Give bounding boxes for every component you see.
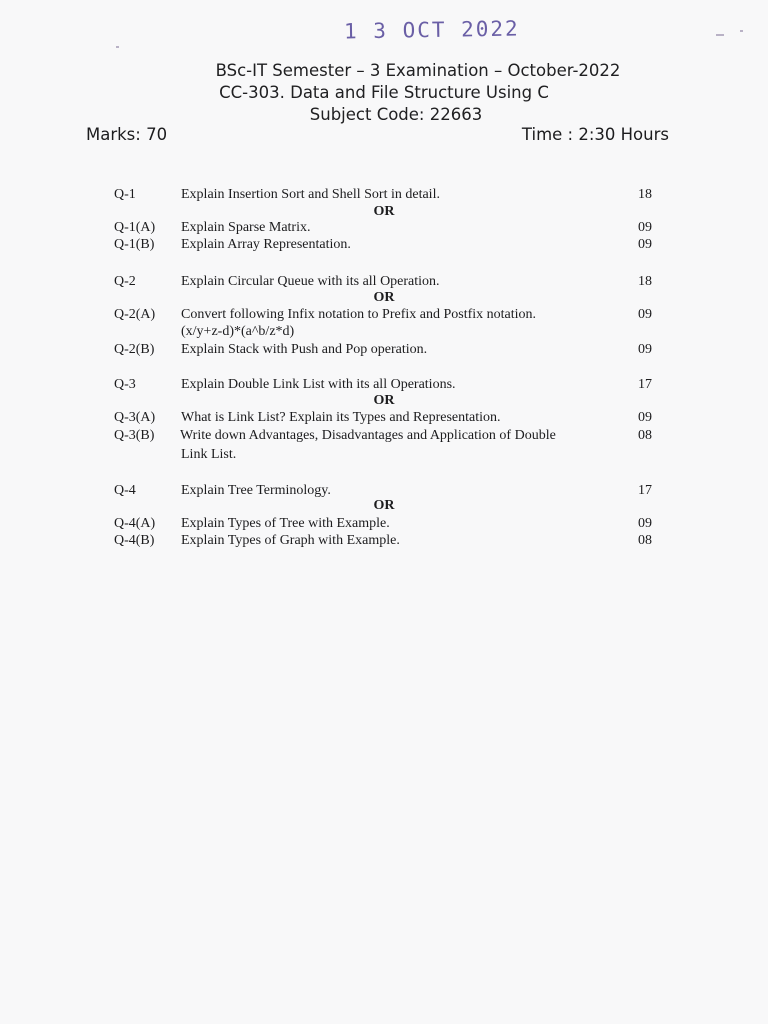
exam-time: Time : 2:30 Hours bbox=[521, 125, 669, 144]
question-row-continuation bbox=[0, 446, 768, 464]
or-separator: OR bbox=[373, 393, 395, 408]
question-row bbox=[0, 219, 768, 237]
question-row bbox=[0, 236, 768, 254]
question-row bbox=[0, 306, 768, 324]
question-text-expression: (x/y+z-d)*(a^b/z*d) bbox=[181, 324, 295, 339]
question-marks: 09 bbox=[638, 220, 652, 235]
question-text: Explain Types of Graph with Example. bbox=[181, 533, 400, 548]
subject-code: Subject Code: 22663 bbox=[309, 105, 483, 124]
question-number: Q-4 bbox=[114, 483, 136, 498]
date-stamp: 1 3 OCT 2022 bbox=[343, 16, 520, 44]
course-title: CC-303. Data and File Structure Using C bbox=[219, 83, 549, 102]
question-number: Q-2(A) bbox=[114, 307, 156, 322]
question-text: Explain Sparse Matrix. bbox=[181, 220, 311, 235]
question-number: Q-3(A) bbox=[114, 410, 156, 425]
question-number: Q-2(B) bbox=[114, 342, 155, 357]
question-text: What is Link List? Explain its Types and Representation. bbox=[181, 410, 501, 425]
question-marks: 09 bbox=[638, 237, 652, 252]
question-text-continued: Link List. bbox=[181, 447, 237, 462]
question-number: Q-4(B) bbox=[114, 533, 155, 548]
question-text: Explain Array Representation. bbox=[181, 237, 351, 252]
question-marks: 17 bbox=[638, 483, 652, 498]
question-row bbox=[0, 409, 768, 427]
scan-speck bbox=[740, 30, 743, 32]
or-separator: OR bbox=[373, 204, 395, 219]
question-text: Write down Advantages, Disadvantages and Application of Double bbox=[180, 428, 556, 443]
question-marks: 18 bbox=[638, 187, 652, 202]
question-number: Q-4(A) bbox=[114, 516, 156, 531]
question-number: Q-3 bbox=[114, 377, 136, 392]
question-text: Convert following Infix notation to Prefix and Postfix notation. bbox=[181, 307, 537, 322]
question-row bbox=[0, 341, 768, 359]
scan-speck bbox=[116, 46, 119, 48]
question-text: Explain Double Link List with its all Operations. bbox=[181, 377, 456, 392]
question-text: Explain Tree Terminology. bbox=[181, 483, 331, 498]
question-row bbox=[0, 515, 768, 533]
question-row bbox=[0, 532, 768, 550]
question-marks: 08 bbox=[638, 428, 652, 443]
question-number: Q-1 bbox=[114, 187, 136, 202]
question-text: Explain Insertion Sort and Shell Sort in detail. bbox=[181, 187, 440, 202]
question-row bbox=[0, 427, 768, 445]
question-row-continuation bbox=[0, 323, 768, 341]
total-marks: Marks: 70 bbox=[86, 125, 168, 144]
question-text: Explain Types of Tree with Example. bbox=[181, 516, 390, 531]
question-number: Q-1(B) bbox=[114, 237, 155, 252]
question-number: Q-2 bbox=[114, 274, 136, 289]
question-row bbox=[0, 376, 768, 394]
exam-title: BSc-IT Semester – 3 Examination – October-2022 bbox=[215, 61, 621, 80]
scan-speck bbox=[716, 34, 724, 36]
question-marks: 09 bbox=[638, 342, 652, 357]
question-marks: 08 bbox=[638, 533, 652, 548]
or-separator: OR bbox=[373, 290, 395, 305]
question-marks: 09 bbox=[638, 516, 652, 531]
question-number: Q-3(B) bbox=[114, 428, 155, 443]
question-row bbox=[0, 273, 768, 291]
question-number: Q-1(A) bbox=[114, 220, 156, 235]
question-marks: 17 bbox=[638, 377, 652, 392]
question-marks: 18 bbox=[638, 274, 652, 289]
question-marks: 09 bbox=[638, 307, 652, 322]
or-separator: OR bbox=[373, 498, 395, 513]
question-row bbox=[0, 186, 768, 204]
question-text: Explain Circular Queue with its all Operation. bbox=[181, 274, 440, 289]
question-marks: 09 bbox=[638, 410, 652, 425]
question-text: Explain Stack with Push and Pop operation. bbox=[181, 342, 428, 357]
